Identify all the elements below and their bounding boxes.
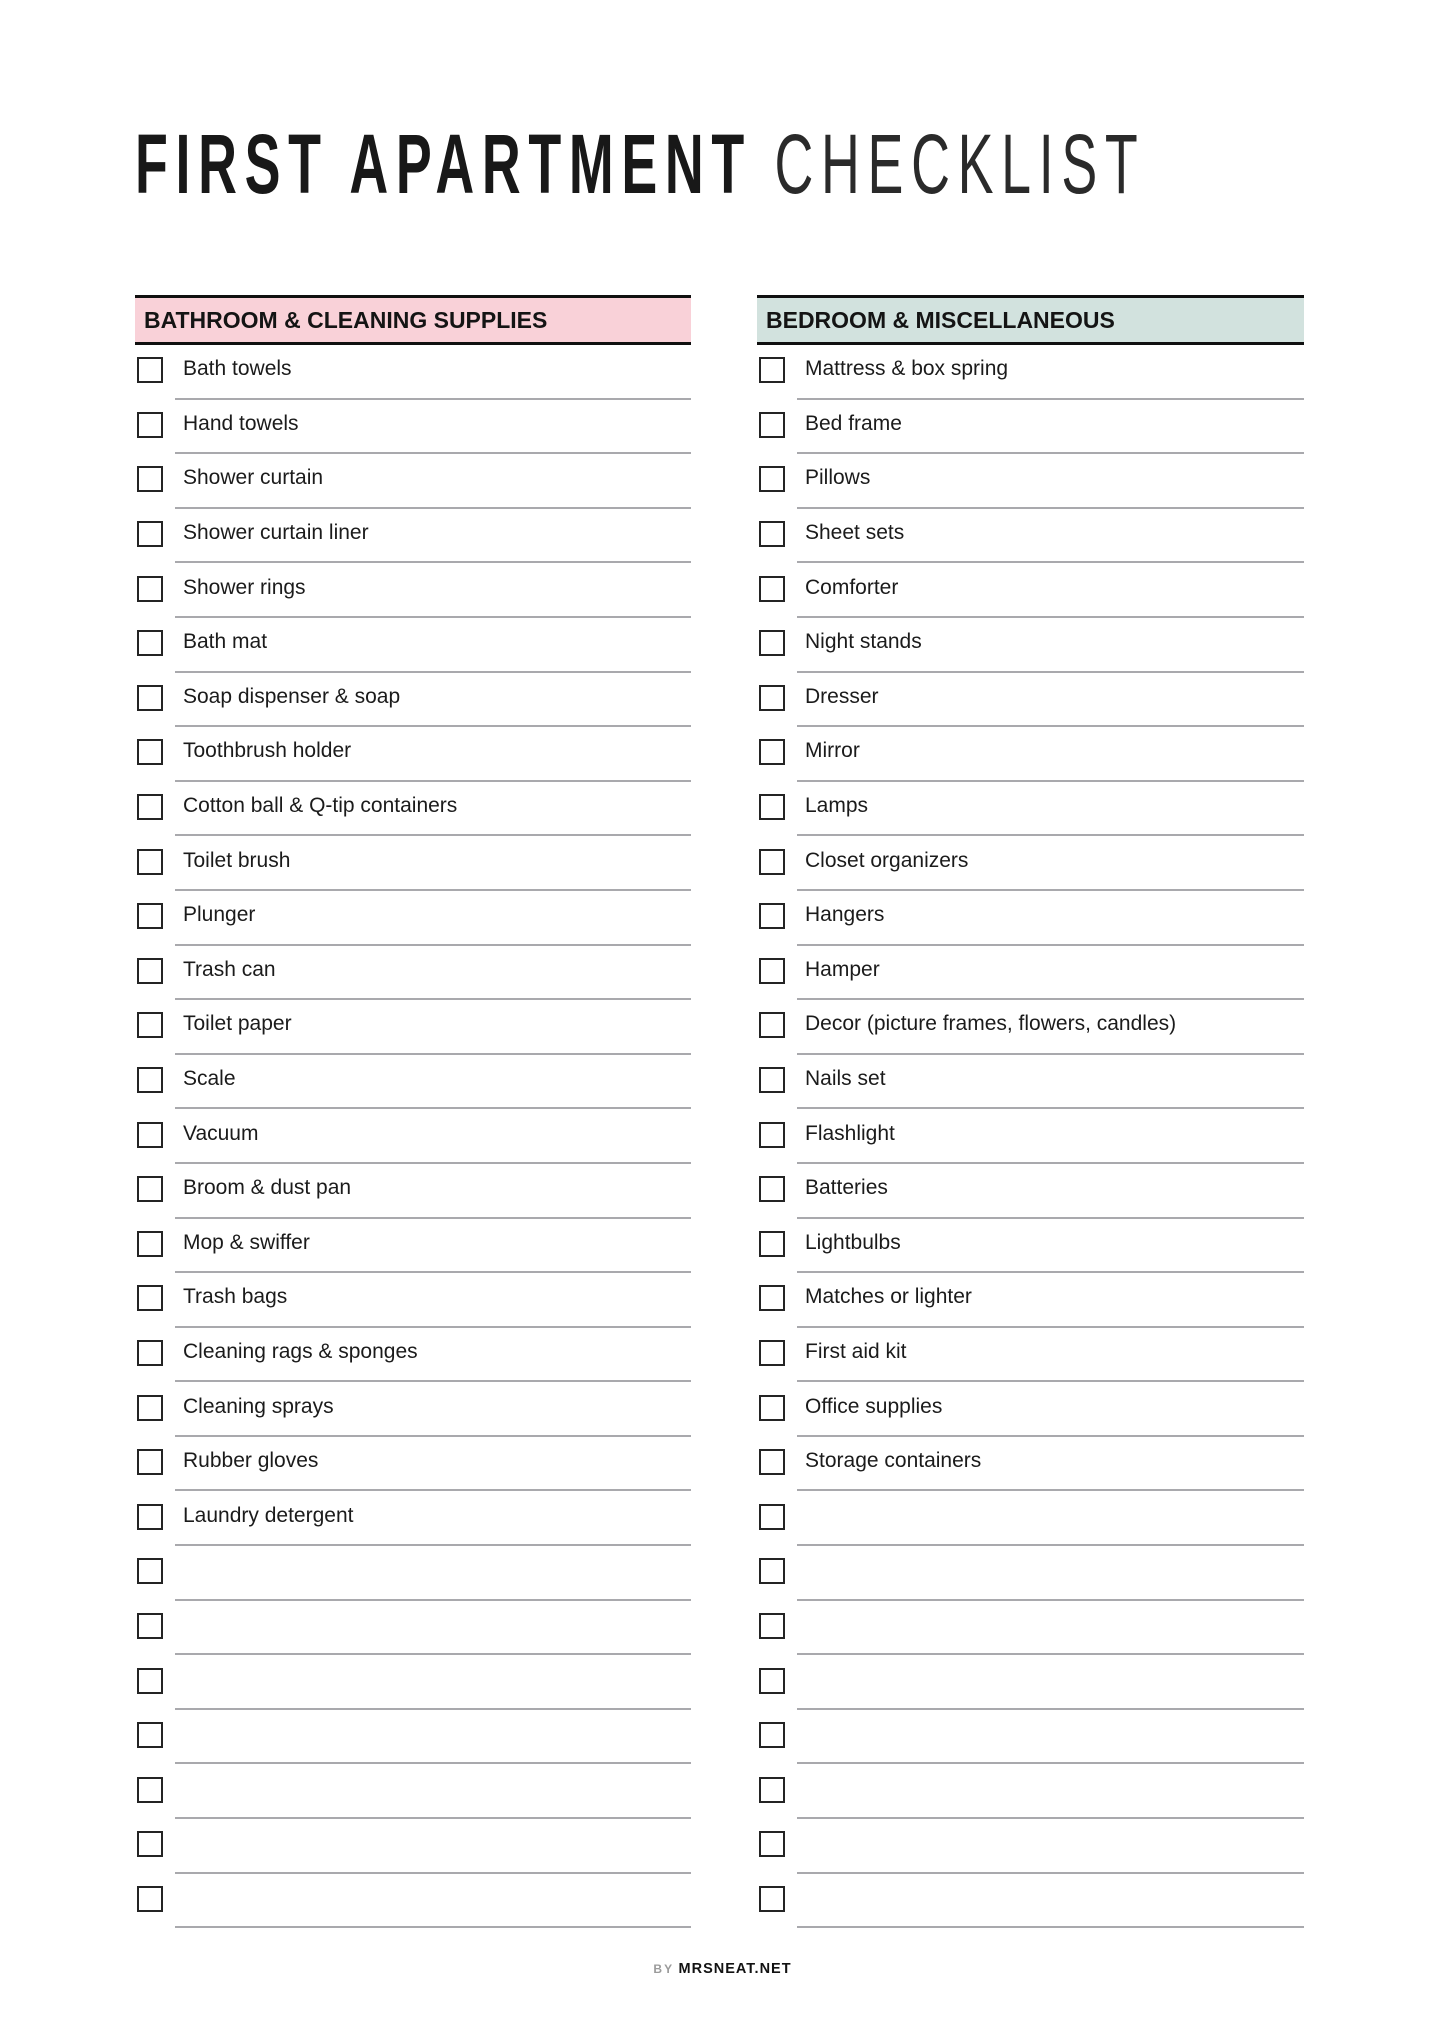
item-label: Scale [183,1067,236,1091]
checklist-row [135,891,691,946]
checklist-row [135,563,691,618]
checklist-row [757,891,1304,946]
checkbox[interactable] [137,1668,163,1694]
checkbox[interactable] [137,466,163,492]
footer-site-label: MRSNEAT.NET [678,1961,792,1977]
checklist-row [757,946,1304,1001]
footer [0,1958,1445,1980]
checkbox[interactable] [137,849,163,875]
checkbox[interactable] [137,1449,163,1475]
item-label: Bath mat [183,630,268,654]
checklist-row-empty [135,1764,691,1819]
item-label: Bath towels [183,357,292,381]
item-label: Lamps [805,794,869,818]
item-label: Toilet paper [183,1012,292,1036]
checklist-row [135,1437,691,1492]
checkbox[interactable] [137,1722,163,1748]
item-label: Mirror [805,739,860,763]
checklist-row [757,1219,1304,1274]
item-label: Plunger [183,903,256,927]
checklist-row [135,1491,691,1546]
checkbox[interactable] [759,958,785,984]
checklist-row-empty [757,1655,1304,1710]
checklist-row [135,673,691,728]
checkbox[interactable] [759,1395,785,1421]
checkbox[interactable] [137,794,163,820]
checklist-row [135,1000,691,1055]
page-title-secondary: CHECKLIST [774,117,1146,211]
checklist-row [757,1000,1304,1055]
checklist-row-empty [757,1764,1304,1819]
checklist-row [135,400,691,455]
checkbox[interactable] [759,849,785,875]
item-label: Broom & dust pan [183,1176,352,1200]
checklist-row [757,782,1304,837]
checklist-row [135,1219,691,1274]
checklist-row [757,1382,1304,1437]
checklist-row [757,1109,1304,1164]
item-label: Storage containers [805,1449,982,1473]
item-label: Mop & swiffer [183,1230,310,1254]
checkbox[interactable] [759,576,785,602]
item-label: Shower curtain [183,466,324,490]
checkbox[interactable] [137,1504,163,1530]
item-label: Batteries [805,1176,888,1200]
checkbox[interactable] [759,794,785,820]
checkbox[interactable] [137,1176,163,1202]
checkbox[interactable] [137,903,163,929]
item-label: Toilet brush [183,848,291,872]
checkbox[interactable] [759,466,785,492]
checkbox[interactable] [759,1340,785,1366]
checkbox[interactable] [759,357,785,383]
item-label: Hangers [805,903,885,927]
item-label: Laundry detergent [183,1503,354,1527]
checkbox[interactable] [137,1777,163,1803]
checkbox[interactable] [137,1395,163,1421]
checklist-row [135,946,691,1001]
checkbox[interactable] [759,1777,785,1803]
checkbox[interactable] [137,958,163,984]
checkbox[interactable] [759,1176,785,1202]
checklist-row [757,509,1304,564]
item-label: Shower curtain liner [183,521,369,545]
checklist-row [757,673,1304,728]
checklist-rows [135,345,691,1928]
checklist-row [135,1109,691,1164]
item-label: Comforter [805,575,899,599]
checklist-row [135,782,691,837]
checkbox[interactable] [137,521,163,547]
item-label: Soap dispenser & soap [183,684,401,708]
item-label: Trash can [183,957,276,981]
checklist-row [135,1164,691,1219]
item-label: Vacuum [183,1121,259,1145]
item-label: Pillows [805,466,871,490]
checklist-row [135,1328,691,1383]
checklist-row [135,454,691,509]
item-label: Rubber gloves [183,1449,319,1473]
footer-by-label: BY [653,1962,675,1976]
checklist-row-empty [135,1655,691,1710]
item-label: Mattress & box spring [805,357,1009,381]
item-label: Closet organizers [805,848,969,872]
item-label: Dresser [805,684,879,708]
checklist-row [135,1273,691,1328]
checklist-row [135,345,691,400]
checkbox[interactable] [137,1122,163,1148]
checkbox[interactable] [137,1012,163,1038]
checkbox[interactable] [137,1613,163,1639]
checkbox[interactable] [137,1831,163,1857]
checklist-row-empty [135,1874,691,1929]
checkbox[interactable] [137,1067,163,1093]
checkbox[interactable] [137,630,163,656]
checkbox[interactable] [137,1285,163,1311]
checklist-row-empty [135,1819,691,1874]
item-label: First aid kit [805,1339,907,1363]
page-title [135,117,1146,211]
item-label: Night stands [805,630,922,654]
checkbox[interactable] [759,739,785,765]
checklist-row [757,1328,1304,1383]
row-underline[interactable] [175,1926,691,1928]
checklist-row-empty [757,1874,1304,1929]
checkbox[interactable] [137,685,163,711]
checkbox[interactable] [759,1449,785,1475]
item-label: Cotton ball & Q-tip containers [183,794,458,818]
checklist-row-empty [135,1710,691,1765]
item-label: Cleaning rags & sponges [183,1339,418,1363]
checkbox[interactable] [759,1722,785,1748]
checklist-row-empty [757,1601,1304,1656]
checklist-row [757,345,1304,400]
item-label: Shower rings [183,575,306,599]
checkbox[interactable] [759,1886,785,1912]
checklist-row [757,454,1304,509]
checkbox[interactable] [137,357,163,383]
checklist-row-empty [135,1601,691,1656]
checklist-row [757,836,1304,891]
section-bathroom-cleaning [135,295,691,1928]
checklist-row [757,618,1304,673]
checkbox[interactable] [759,1231,785,1257]
item-label: Nails set [805,1067,886,1091]
checklist-row-empty [757,1710,1304,1765]
checkbox[interactable] [759,685,785,711]
checklist-row-empty [757,1546,1304,1601]
checkbox[interactable] [759,1122,785,1148]
section-header-bathroom-cleaning [135,295,691,345]
checkbox[interactable] [137,576,163,602]
checkbox[interactable] [759,412,785,438]
checklist-row [135,1055,691,1110]
checklist-row [135,618,691,673]
item-label: Cleaning sprays [183,1394,334,1418]
checkbox[interactable] [137,1886,163,1912]
checkbox[interactable] [759,1067,785,1093]
section-header-label: BATHROOM & CLEANING SUPPLIES [144,306,548,333]
page-title-primary: FIRST APARTMENT [135,117,752,211]
checklist-row-empty [757,1819,1304,1874]
checklist-row [135,836,691,891]
checklist-row [757,563,1304,618]
checklist-row-empty [757,1491,1304,1546]
checklist-row [757,1273,1304,1328]
checkbox[interactable] [759,521,785,547]
checkbox[interactable] [759,1558,785,1584]
checklist-row [135,727,691,782]
section-header-label: BEDROOM & MISCELLANEOUS [766,306,1115,333]
checkbox[interactable] [759,1012,785,1038]
section-header-bedroom-misc [757,295,1304,345]
checkbox[interactable] [137,1231,163,1257]
checklist-row [757,1055,1304,1110]
item-label: Toothbrush holder [183,739,352,763]
checklist-row [135,1382,691,1437]
checkbox[interactable] [759,1613,785,1639]
item-label: Office supplies [805,1394,943,1418]
checklist-rows [757,345,1304,1928]
item-label: Hand towels [183,411,299,435]
checkbox[interactable] [137,1340,163,1366]
checkbox[interactable] [759,1504,785,1530]
section-bedroom-misc [757,295,1304,1928]
item-label: Bed frame [805,411,902,435]
checkbox[interactable] [137,739,163,765]
item-label: Lightbulbs [805,1230,901,1254]
checklist-row [757,727,1304,782]
checkbox[interactable] [137,412,163,438]
checkbox[interactable] [759,903,785,929]
checkbox[interactable] [137,1558,163,1584]
checklist-row-empty [135,1546,691,1601]
checkbox[interactable] [759,630,785,656]
item-label: Flashlight [805,1121,895,1145]
checkbox[interactable] [759,1285,785,1311]
row-underline[interactable] [797,1926,1304,1928]
checkbox[interactable] [759,1668,785,1694]
item-label: Hamper [805,957,880,981]
item-label: Matches or lighter [805,1285,972,1309]
item-label: Decor (picture frames, flowers, candles) [805,1012,1177,1036]
checklist-row [757,400,1304,455]
checklist-row [757,1437,1304,1492]
checklist-row [135,509,691,564]
checklist-row [757,1164,1304,1219]
item-label: Trash bags [183,1285,288,1309]
item-label: Sheet sets [805,521,905,545]
checkbox[interactable] [759,1831,785,1857]
